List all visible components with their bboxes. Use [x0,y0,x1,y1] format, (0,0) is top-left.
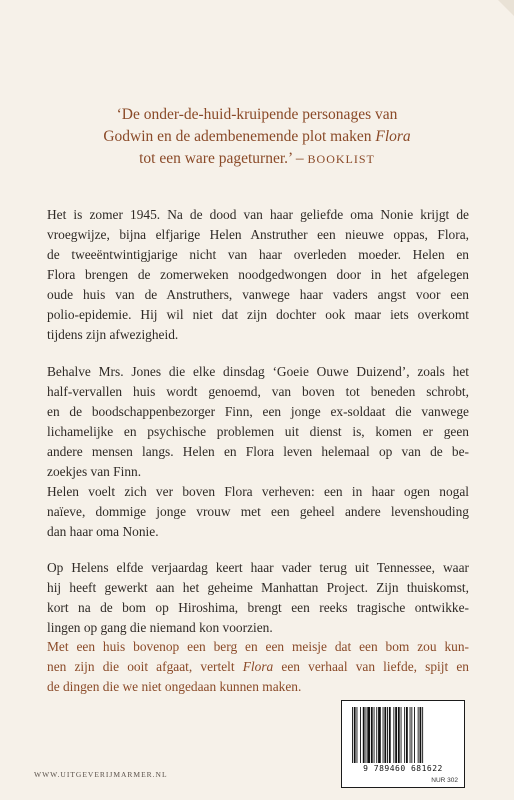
barcode-bar [422,707,423,763]
barcode-bar [376,707,377,763]
nur-code: NUR 302 [431,777,458,784]
barcode-bar [366,707,367,763]
text-line: naïeve, dommige jonge vrouw met een geheel andere levenshouding [47,504,469,519]
text-line: Met een huis bovenop een berg en een meisje dat een bom zou kun- [47,639,469,654]
barcode-bar [384,707,386,763]
barcode-bar [383,707,384,763]
barcode-bar [420,707,422,763]
text-line: de tweeëntwintigjarige nicht van haar overleden moeder. Helen en [47,247,469,262]
barcode-bar [406,707,408,763]
text-line: hij heeft gewerkt aan het geheime Manhattan Project. Zijn thuiskomst, [47,580,469,595]
review-quote [0,104,514,170]
barcode-bar [395,707,397,763]
quote-line-2 [0,126,514,148]
synopsis-paragraph-3 [47,558,469,638]
barcode-bar [387,707,388,763]
barcode-bar [418,707,419,763]
barcode-bar [411,707,412,763]
barcode-bar [404,707,405,763]
text-segment: een verhaal van liefde, spijt en [281,659,469,674]
text-line: half-vervallen huis wordt genoemd, van boven tot beneden schrobt, [47,384,469,399]
barcode-bar [401,707,402,763]
text-line: andere mensen langs. Helen en Flora leven helemaal op van de be- [47,444,469,459]
quote-line-3 [0,148,514,170]
isbn-digits: 9 789460 681622 [363,764,443,773]
barcode-bar [352,707,353,763]
barcode-bar [354,707,356,763]
synopsis-paragraph-1 [47,205,469,345]
barcode-bar [367,707,370,763]
text-line: Behalve Mrs. Jones die elke dinsdag ‘Goeie Ouwe Duizend’, zoals het [47,364,469,379]
text-line: de dingen die we niet ongedaan kunnen maken. [47,679,302,694]
quote-book-title: Flora [375,128,411,145]
book-title-italic: Flora [242,659,274,674]
text-line: kort na de bom op Hiroshima, brengt een reeks tragische ontwikke- [47,600,469,615]
barcode-bar [414,707,415,763]
synopsis-paragraph-2 [47,362,469,542]
text-line: vroegwijze, bijna elfjarige Helen Anstruther een nieuwe oppas, Flora, [47,227,469,242]
quote-line-1: ‘De onder-de-huid-kruipende personages van [116,106,398,123]
text-line: oude huis van de Anstruthers, vanwege haar vaders angst voor een [47,287,469,302]
barcode-bar [378,707,381,763]
text-line: en de boodschappenbezorger Finn, een jonge ex-soldaat die vanwege [47,404,469,419]
barcode-bar [371,707,373,763]
barcode-bar [360,707,361,763]
barcode-bar [357,707,358,763]
quote-line-3-text: tot een ware pageturner.’ – [139,150,304,167]
isbn-barcode [341,700,465,788]
barcode-bar [398,707,400,763]
text-line: lichamelijke en psychische problemen uit dienst is, komen er geen [47,424,469,439]
text-line: Flora brengen de zomerweken noodgedwongen door in het afgelegen [47,267,469,282]
barcode-bar [410,707,411,763]
text-line [47,657,469,677]
barcode-bars [350,707,456,763]
text-line: lingen op gang die niemand kon voorzien. [47,620,273,635]
barcode-bar [393,707,394,763]
page-corner [498,0,514,16]
barcode-bar [374,707,375,763]
text-line: tijdens zijn afwezigheid. [47,327,179,342]
text-line: zoekjes van Finn. [47,464,142,479]
text-line: dan haar oma Nonie. [47,524,159,539]
quote-line-2-text: Godwin en de adembenemende plot maken [103,128,372,145]
text-segment: nen zijn die ooit afgaat, vertelt [47,659,235,674]
text-line: Het is zomer 1945. Na de dood van haar geliefde oma Nonie krijgt de [47,207,469,222]
text-line: Op Helens elfde verjaardag keert haar vader terug uit Tennessee, waar [47,560,469,575]
barcode-bar [363,707,365,763]
text-line: Helen voelt zich ver boven Flora verheven: een in haar ogen nogal [47,484,469,499]
text-line: polio-epidemie. Hij wil niet dat zijn dochter ook maar iets overkomt [47,307,469,322]
publisher-website: WWW.UITGEVERIJMARMER.NL [34,770,168,779]
closing-paragraph [47,637,469,697]
barcode-bar [389,707,391,763]
quote-source: BOOKLIST [307,152,375,166]
